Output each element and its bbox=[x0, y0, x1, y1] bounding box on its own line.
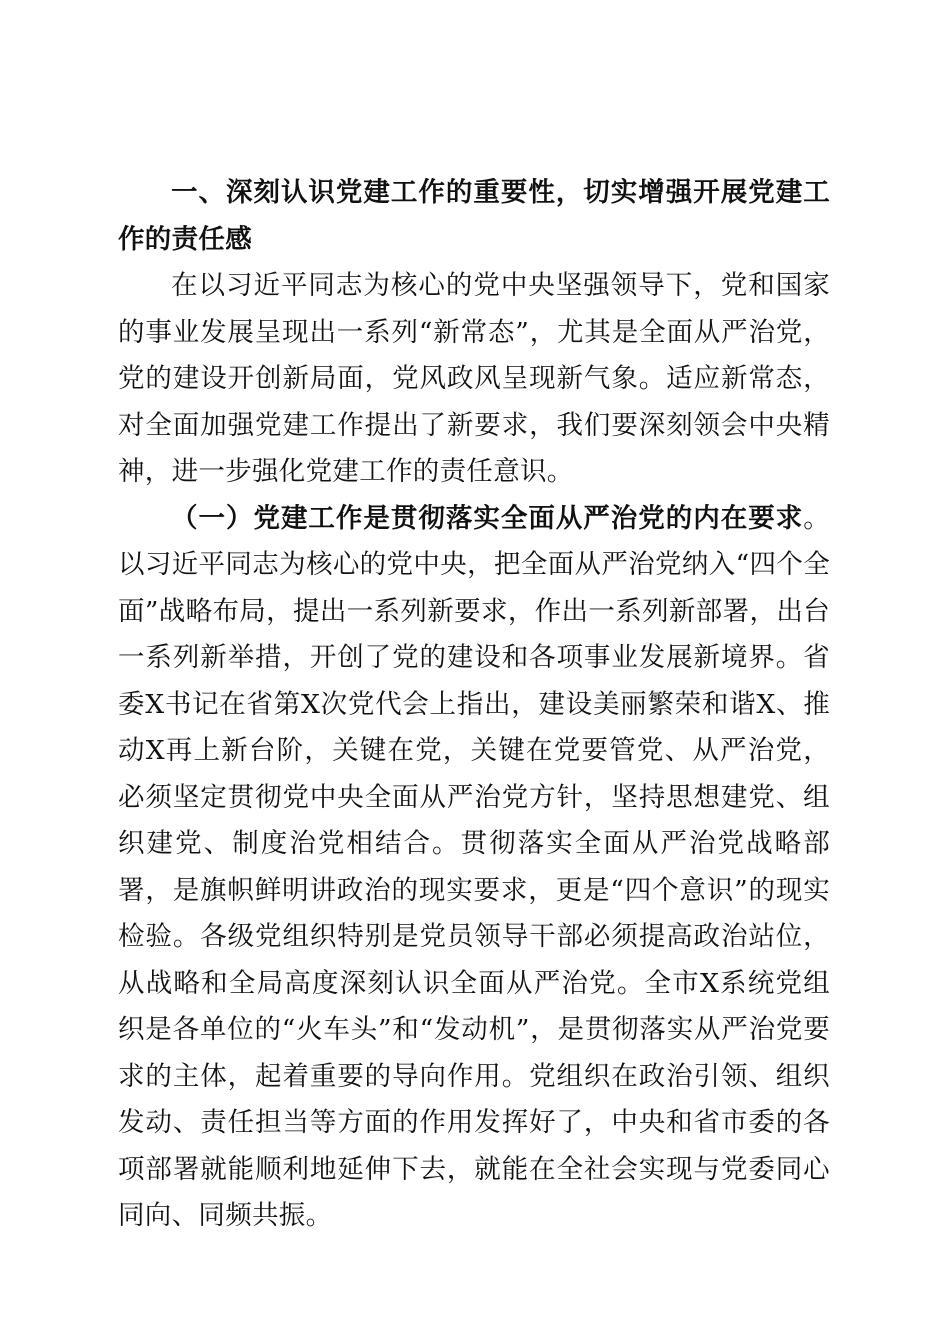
subsection-1-body: 。以习近平同志为核心的党中央，把全面从严治党纳入“四个全面”战略布局，提出一系列新要求，作出一系列新部署，出台一系列新举措，开创了党的建设和各项事业发展新境界。省委X书记在省第X次党代会上指出，建设美丽繁荣和谐X、推动X再上新台阶，关键在党，关键在党要管党、从严治党，必须坚定贯彻党中央全面从严治党方针，坚持思想建党、组织建党、制度治党相结合。贯彻落实全面从严治党战略部署，是旗帜鲜明讲政治的现实要求，更是“四个意识”的现实检验。各级党组织特别是党员领导干部必须提高政治站位，从战略和全局高度深刻认识全面从严治党。全市X系统党组织是各单位的“火车头”和“发动机”，是贯彻落实从严治党要求的主体，起着重要的导向作用。党组织在政治引领、组织发动、责任担当等方面的作用发挥好了，中央和省市委的各项部署就能顺利地延伸下去，就能在全社会实现与党委同心同向、同频共振。 bbox=[118, 502, 830, 1231]
paragraph-subsection-1 bbox=[118, 496, 830, 1240]
paragraph-intro: 在以习近平同志为核心的党中央坚强领导下，党和国家的事业发展呈现出一系列“新常态”，尤其是全面从严治党，党的建设开创新局面，党风政风呈现新气象。适应新常态，对全面加强党建工作提出了新要求，我们要深刻领会中央精神，进一步强化党建工作的责任意识。 bbox=[118, 270, 830, 487]
section-heading: 一、深刻认识党建工作的重要性，切实增强开展党建工作的责任感 bbox=[118, 177, 830, 255]
document-body bbox=[118, 170, 830, 1240]
subsection-1-title: （一）党建工作是贯彻落实全面从严治党的内在要求 bbox=[171, 502, 804, 534]
